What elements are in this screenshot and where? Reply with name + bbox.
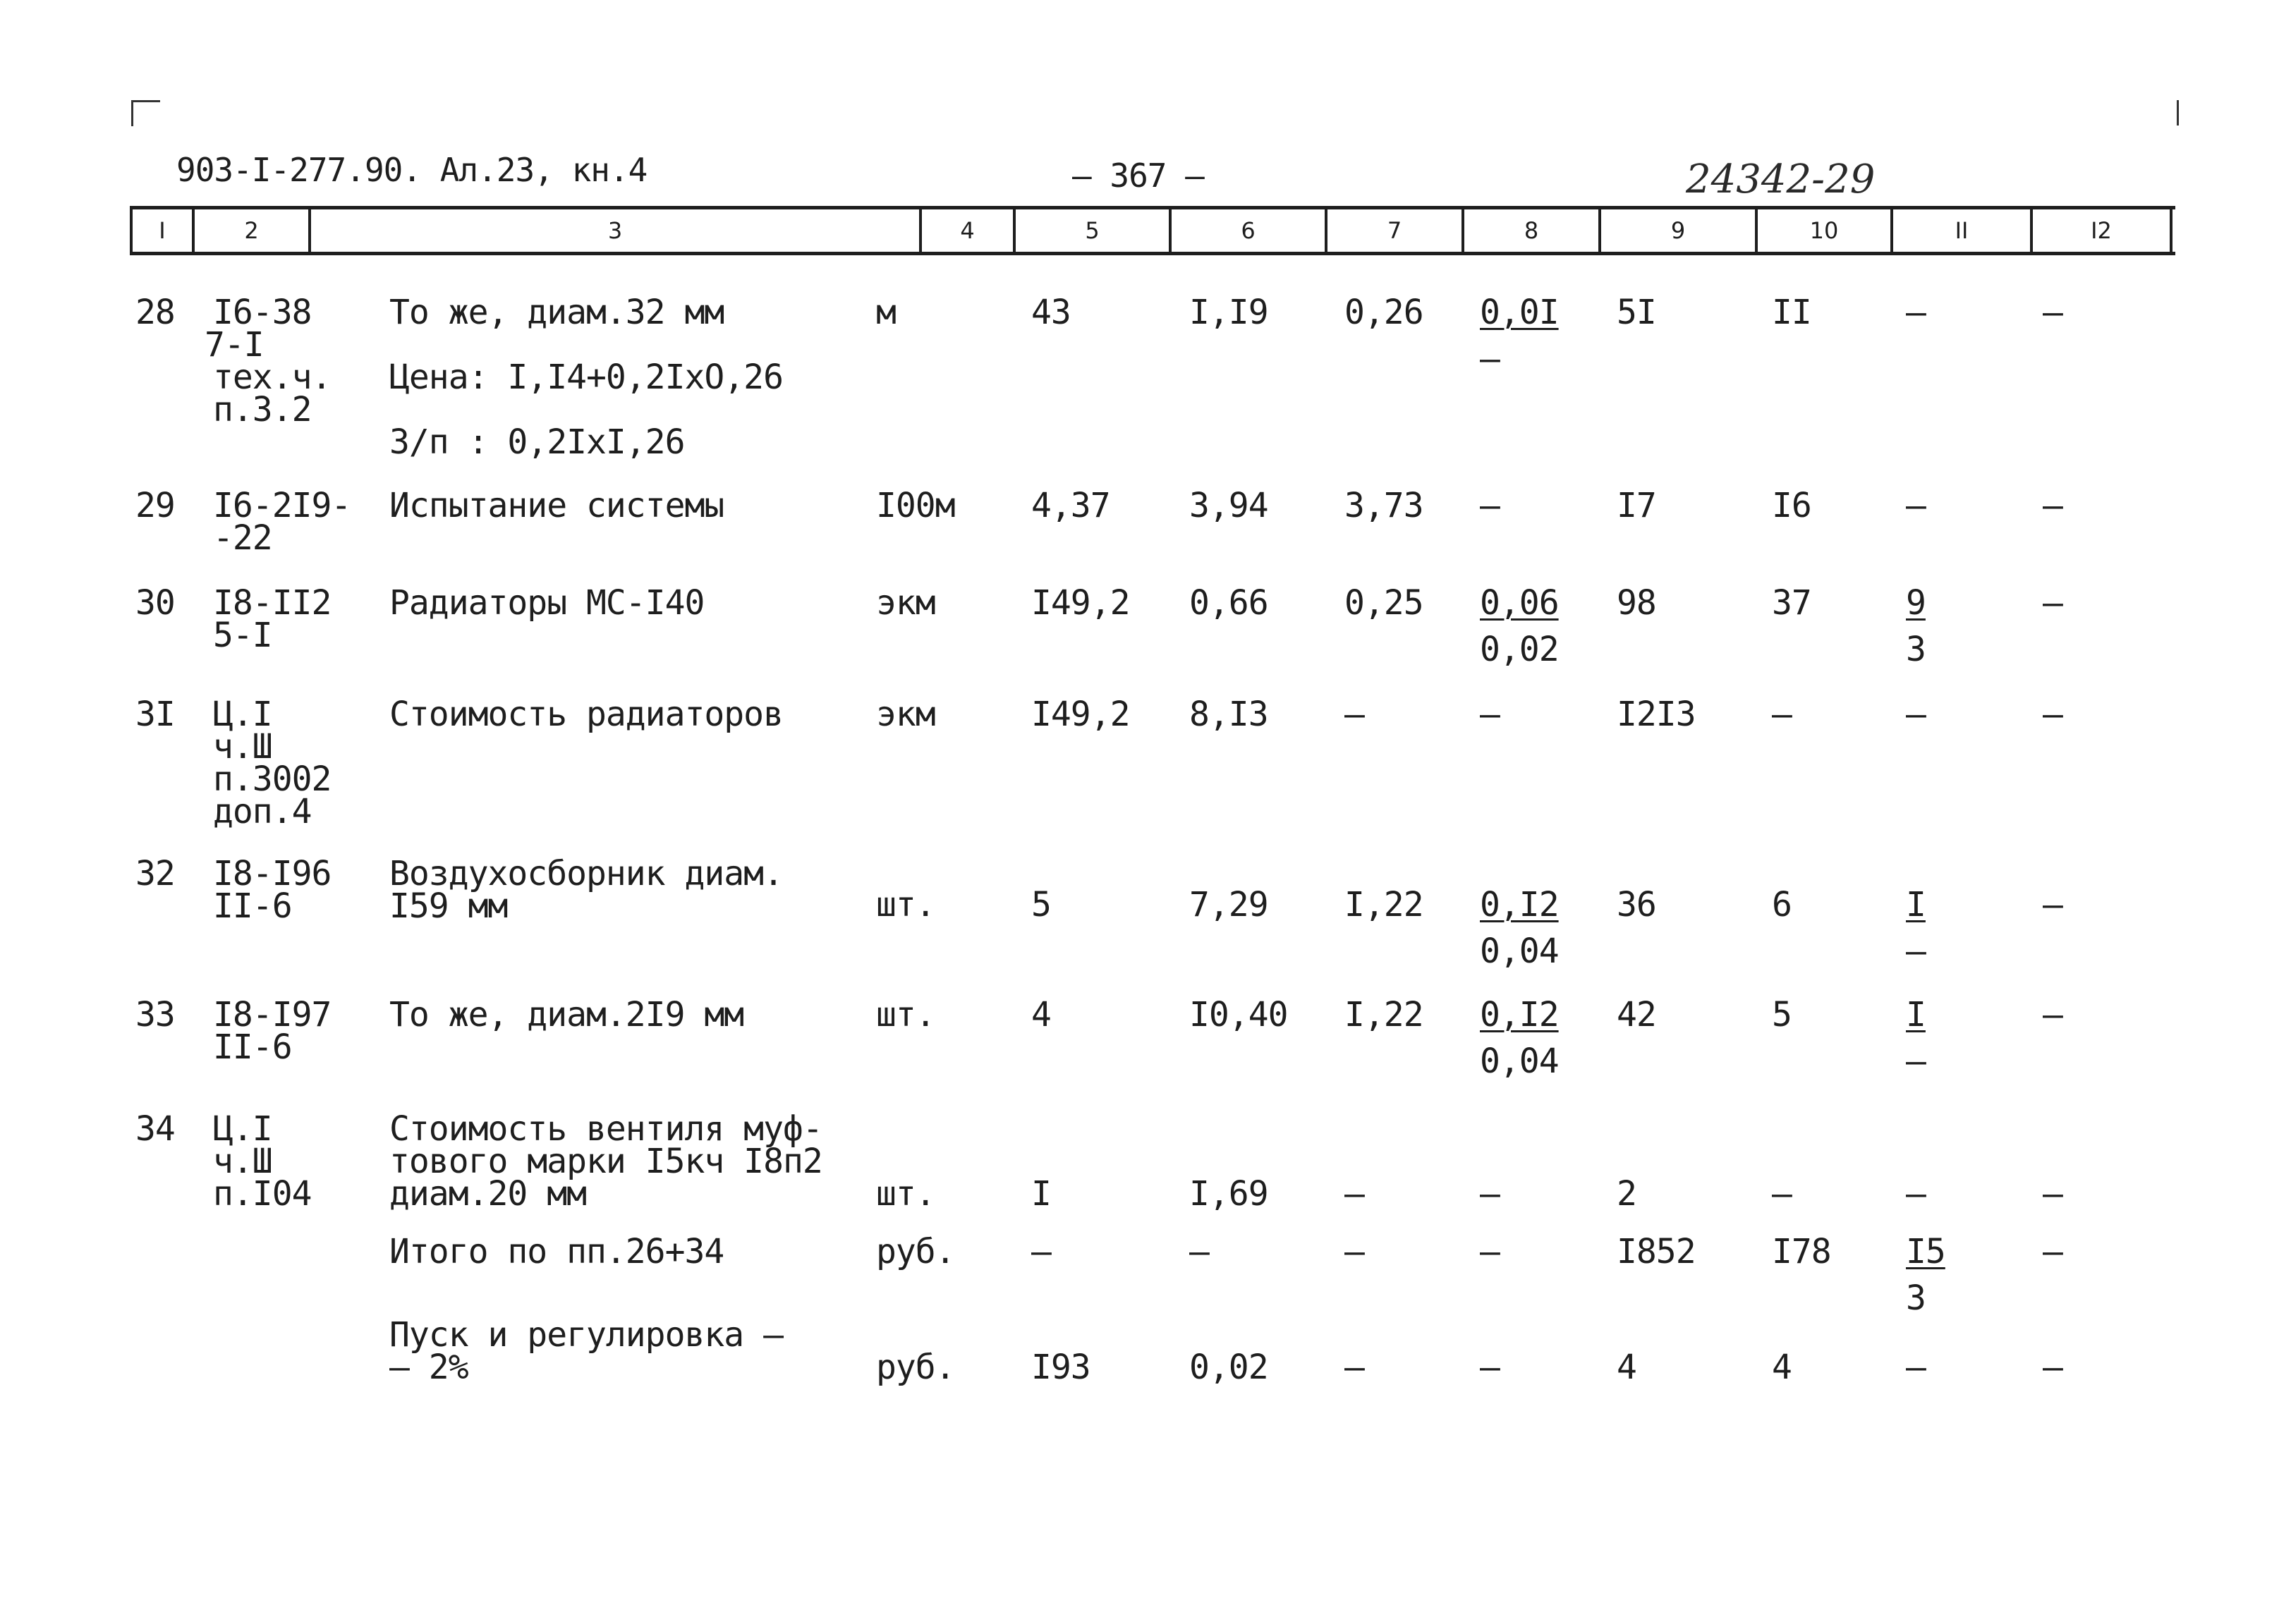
- total-wage-cell: 37: [1772, 583, 1811, 623]
- item-description-line: Пуск и регулировка –: [389, 1315, 783, 1355]
- item-description-line: Итого по пп.26+34: [389, 1232, 724, 1271]
- machine-cost-cell: –: [1480, 1232, 1500, 1271]
- wage-unit-cell: –: [1344, 1174, 1364, 1214]
- item-description-line: Стоимость вентиля муф-: [389, 1109, 822, 1149]
- total-cost-cell: I852: [1617, 1232, 1696, 1271]
- norm-code-line: 5-I: [213, 616, 272, 655]
- machine-cost-cell: 0,06: [1480, 583, 1559, 623]
- column-header-6: 6: [1169, 209, 1325, 252]
- item-description-line: диам.20 мм: [389, 1174, 586, 1214]
- machine-cost-cell: –: [1480, 695, 1500, 734]
- archive-stamp-number: 24342-29: [1686, 157, 1876, 202]
- machine-total-cell: –: [1906, 486, 1926, 525]
- wage-unit-cell: –: [1344, 1232, 1364, 1271]
- wage-unit-cell: –: [1344, 1348, 1364, 1387]
- norm-code-line: 7-I: [205, 325, 264, 365]
- item-description-line: З/п : 0,2IxI,26: [389, 422, 685, 462]
- machine-total-cell: –: [1906, 695, 1926, 734]
- machine-total-cell: –: [1906, 1348, 1926, 1387]
- column-header-11: II: [1890, 209, 2030, 252]
- norm-code-line: I6-38: [213, 293, 312, 332]
- machine-total-wage-cell: –: [1906, 1042, 1926, 1081]
- norm-code-line: п.3002: [213, 759, 332, 799]
- total-cost-cell: I7: [1617, 486, 1656, 525]
- norm-code-line: Ц.I: [213, 695, 272, 734]
- norm-code-line: I6-2I9-: [213, 486, 351, 525]
- total-cost-cell: I2I3: [1617, 695, 1696, 734]
- machine-total-cell: I: [1906, 885, 1926, 924]
- total-wage-cell: 4: [1772, 1348, 1792, 1387]
- column-header-1: I: [130, 209, 192, 252]
- machine-wage-cell: 0,04: [1480, 1042, 1559, 1081]
- column-header-8: 8: [1462, 209, 1598, 252]
- unit-cell: I00м: [876, 486, 955, 525]
- norm-code-line: п.3.2: [213, 390, 312, 429]
- wage-unit-cell: 0,25: [1344, 583, 1423, 623]
- unit-cell: шт.: [876, 1174, 935, 1214]
- total-cost-cell: 2: [1617, 1174, 1636, 1214]
- total-cost-cell: 4: [1617, 1348, 1636, 1387]
- norm-code-line: тех.ч.: [213, 358, 332, 397]
- column-header-3: 3: [308, 209, 919, 252]
- item-description-line: Воздухосборник диам.: [389, 854, 783, 893]
- total-cost-cell: 98: [1617, 583, 1656, 623]
- unit-price-cell: 7,29: [1189, 885, 1268, 924]
- unit-cell: шт.: [876, 885, 935, 924]
- unit-price-cell: 0,66: [1189, 583, 1268, 623]
- quantity-cell: 4,37: [1031, 486, 1110, 525]
- machine-total-cell: I5: [1906, 1232, 1945, 1271]
- machine-total-wage-cell: 3: [1906, 1278, 1926, 1318]
- total-cost-cell: 36: [1617, 885, 1656, 924]
- unit-price-cell: I,69: [1189, 1174, 1268, 1214]
- row-number: 29: [135, 486, 175, 525]
- row-number: 30: [135, 583, 175, 623]
- column-header-row: [130, 206, 2175, 255]
- column-12-cell: –: [2043, 1232, 2062, 1271]
- quantity-cell: 5: [1031, 885, 1051, 924]
- unit-cell: м: [876, 293, 896, 332]
- quantity-cell: I: [1031, 1174, 1051, 1214]
- wage-unit-cell: I,22: [1344, 995, 1423, 1034]
- machine-wage-cell: 0,02: [1480, 630, 1559, 669]
- item-description-line: Радиаторы МС-I40: [389, 583, 705, 623]
- machine-wage-cell: 0,04: [1480, 932, 1559, 971]
- item-description-line: Испытание системы: [389, 486, 724, 525]
- column-header-2: 2: [192, 209, 308, 252]
- machine-total-cell: 9: [1906, 583, 1926, 623]
- item-description-line: – 2%: [389, 1348, 468, 1387]
- total-wage-cell: 6: [1772, 885, 1792, 924]
- norm-code-line: Ц.I: [213, 1109, 272, 1149]
- total-wage-cell: –: [1772, 695, 1792, 734]
- wage-unit-cell: 0,26: [1344, 293, 1423, 332]
- column-12-cell: –: [2043, 293, 2062, 332]
- norm-code-line: ч.Ш: [213, 727, 272, 767]
- column-header-4: 4: [919, 209, 1013, 252]
- total-wage-cell: 5: [1772, 995, 1792, 1034]
- unit-price-cell: 8,I3: [1189, 695, 1268, 734]
- column-12-cell: –: [2043, 885, 2062, 924]
- column-12-cell: –: [2043, 1348, 2062, 1387]
- unit-cell: руб.: [876, 1348, 955, 1387]
- column-header-7: 7: [1325, 209, 1462, 252]
- unit-price-cell: I0,40: [1189, 995, 1288, 1034]
- machine-total-wage-cell: 3: [1906, 630, 1926, 669]
- total-wage-cell: I78: [1772, 1232, 1831, 1271]
- item-description-line: тового марки I5кч I8п2: [389, 1142, 822, 1181]
- row-number: 28: [135, 293, 175, 332]
- column-header-9: 9: [1598, 209, 1755, 252]
- row-number: 32: [135, 854, 175, 893]
- wage-unit-cell: –: [1344, 695, 1364, 734]
- unit-cell: шт.: [876, 995, 935, 1034]
- norm-code-line: ч.Ш: [213, 1142, 272, 1181]
- quantity-cell: I93: [1031, 1348, 1090, 1387]
- norm-code-line: I8-I96: [213, 854, 332, 893]
- unit-price-cell: I,I9: [1189, 293, 1268, 332]
- wage-unit-cell: 3,73: [1344, 486, 1423, 525]
- machine-cost-cell: 0,I2: [1480, 995, 1559, 1034]
- unit-cell: руб.: [876, 1232, 955, 1271]
- machine-total-wage-cell: –: [1906, 932, 1926, 971]
- norm-code-line: I8-II2: [213, 583, 332, 623]
- machine-total-cell: –: [1906, 293, 1926, 332]
- unit-cell: экм: [876, 583, 935, 623]
- column-header-10: 10: [1755, 209, 1890, 252]
- row-number: 33: [135, 995, 175, 1034]
- column-12-cell: –: [2043, 1174, 2062, 1214]
- norm-code-line: доп.4: [213, 792, 312, 831]
- norm-code-line: II-6: [213, 1027, 292, 1067]
- total-cost-cell: 42: [1617, 995, 1656, 1034]
- machine-wage-cell: –: [1480, 339, 1500, 379]
- quantity-cell: 43: [1031, 293, 1071, 332]
- column-12-cell: –: [2043, 486, 2062, 525]
- machine-total-cell: I: [1906, 995, 1926, 1034]
- quantity-cell: I49,2: [1031, 695, 1130, 734]
- norm-code-line: п.I04: [213, 1174, 312, 1214]
- column-12-cell: –: [2043, 695, 2062, 734]
- corner-mark-top-right: [2161, 100, 2179, 126]
- machine-cost-cell: –: [1480, 1174, 1500, 1214]
- total-cost-cell: 5I: [1617, 293, 1656, 332]
- item-description-line: Стоимость радиаторов: [389, 695, 783, 734]
- norm-code-line: II-6: [213, 886, 292, 926]
- item-description-line: То же, диам.2I9 мм: [389, 995, 744, 1034]
- quantity-cell: 4: [1031, 995, 1051, 1034]
- column-header-5: 5: [1013, 209, 1169, 252]
- machine-total-cell: –: [1906, 1174, 1926, 1214]
- machine-cost-cell: 0,I2: [1480, 885, 1559, 924]
- row-number: 34: [135, 1109, 175, 1149]
- total-wage-cell: –: [1772, 1174, 1792, 1214]
- wage-unit-cell: I,22: [1344, 885, 1423, 924]
- unit-price-cell: 3,94: [1189, 486, 1268, 525]
- column-12-cell: –: [2043, 583, 2062, 623]
- total-wage-cell: I6: [1772, 486, 1811, 525]
- row-number: 3I: [135, 695, 175, 734]
- machine-cost-cell: –: [1480, 486, 1500, 525]
- column-header-12: I2: [2030, 209, 2172, 252]
- total-wage-cell: II: [1772, 293, 1811, 332]
- quantity-cell: I49,2: [1031, 583, 1130, 623]
- quantity-cell: –: [1031, 1232, 1051, 1271]
- corner-mark-top-left: [131, 100, 160, 126]
- machine-cost-cell: 0,0I: [1480, 293, 1559, 332]
- item-description-line: Цена: I,I4+0,2IxO,26: [389, 358, 783, 397]
- item-description-line: То же, диам.32 мм: [389, 293, 724, 332]
- unit-price-cell: –: [1189, 1232, 1209, 1271]
- machine-cost-cell: –: [1480, 1348, 1500, 1387]
- column-12-cell: –: [2043, 995, 2062, 1034]
- unit-cell: экм: [876, 695, 935, 734]
- norm-code-line: I8-I97: [213, 995, 332, 1034]
- unit-price-cell: 0,02: [1189, 1348, 1268, 1387]
- norm-code-line: -22: [213, 518, 272, 558]
- document-code: 903-I-277.90. Ал.23, кн.4: [176, 151, 648, 189]
- item-description-line: I59 мм: [389, 886, 508, 926]
- page-number: — 367 —: [1072, 157, 1204, 195]
